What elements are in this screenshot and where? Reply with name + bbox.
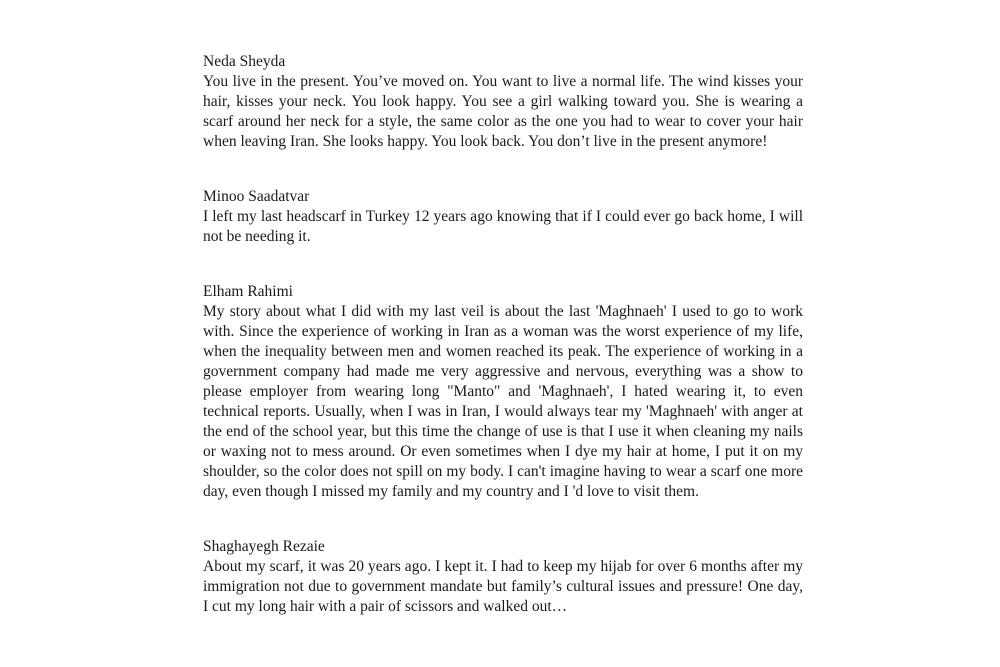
entry-minoo-saadatvar	[203, 187, 803, 247]
author-name: Elham Rahimi	[203, 283, 293, 300]
entry-neda-sheyda	[203, 52, 803, 152]
entry-shaghayegh-rezaie	[203, 537, 803, 617]
entry-text: I left my last headscarf in Turkey 12 years ago knowing that if I could ever go back home, I will not be needing it.	[203, 208, 803, 245]
entry-text: My story about what I did with my last veil is about the last 'Maghnaeh' I used to go to work with. Since the experience of working in Iran as a woman was the worst experience of my life, when the inequality between men and women reached its peak. The experience of working in a government company had made me very aggressive and nervous, everything was a show to please employer from wearing long "Manto" and 'Maghnaeh', I hated wearing it, to even technical reports. Usually, when I was in Iran, I would always tear my 'Maghnaeh' with anger at the end of the school year, but this time the change of use is that I use it when cleaning my nails or waxing not to mess around. Or even sometimes when I dye my hair at home, I put it on my shoulder, so the color does not spill on my body. I can't imagine having to wear a scarf one more day, even though I missed my family and my country and I 'd love to visit them.	[203, 303, 803, 500]
entry-elham-rahimi	[203, 282, 803, 502]
entry-text: About my scarf, it was 20 years ago. I kept it. I had to keep my hijab for over 6 months after my immigration not due to government mandate but family’s cultural issues and pressure! One day, I cut my long hair with a pair of scissors and walked out…	[203, 558, 803, 615]
author-name: Neda Sheyda	[203, 53, 286, 70]
document-page	[203, 52, 803, 617]
entry-text: You live in the present. You’ve moved on. You want to live a normal life. The wind kisses your hair, kisses your neck. You look happy. You see a girl walking toward you. She is wearing a scarf around her neck for a style, the same color as the one you had to wear to cover your hair when leaving Iran. She looks happy. You look back. You don’t live in the present anymore!	[203, 73, 803, 150]
author-name: Shaghayegh Rezaie	[203, 538, 325, 555]
author-name: Minoo Saadatvar	[203, 188, 310, 205]
